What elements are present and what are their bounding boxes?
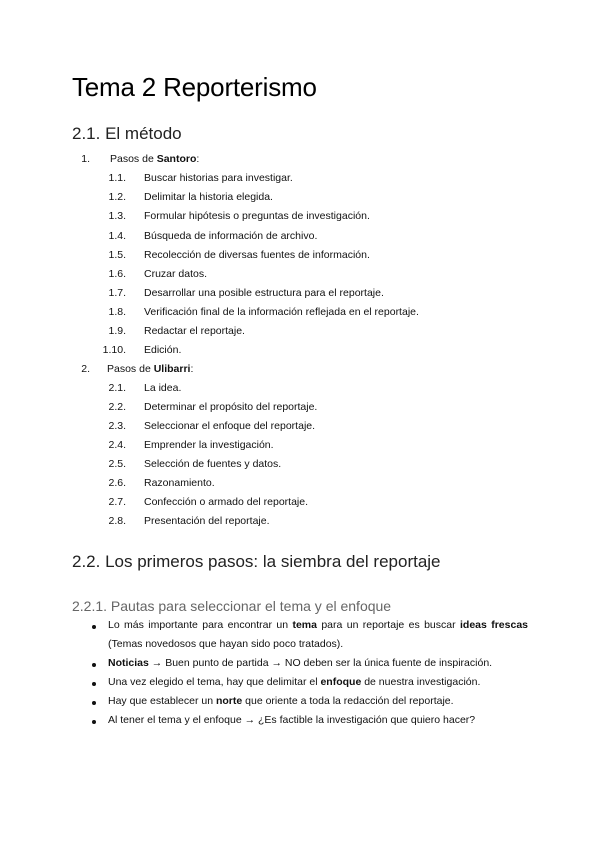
step-number: 2.2. xyxy=(108,401,126,413)
list-number: 2. xyxy=(81,363,90,375)
step-text: Verificación final de la información reflejada en el reportaje. xyxy=(144,306,419,318)
step-text: Presentación del reportaje. xyxy=(144,515,270,527)
bullet-icon xyxy=(92,663,96,667)
page-title: Tema 2 Reporterismo xyxy=(72,72,317,102)
list-heading-ulibarri: Pasos de Ulibarri: xyxy=(107,363,194,375)
step-number: 1.1. xyxy=(108,172,126,184)
section-heading-primeros-pasos: 2.2. Los primeros pasos: la siembra del reportaje xyxy=(72,552,441,571)
bullet-text: Al tener el tema y el enfoque → ¿Es factible la investigación que quiero hacer? xyxy=(108,714,476,726)
bullet-text: Hay que establecer un norte que oriente a toda la redacción del reportaje. xyxy=(108,695,454,707)
step-text: Redactar el reportaje. xyxy=(144,325,245,337)
section-heading-metodo: 2.1. El método xyxy=(72,124,182,143)
bullet-text: Noticias → Buen punto de partida → NO deben ser la única fuente de inspiración. xyxy=(108,657,493,669)
step-number: 1.9. xyxy=(108,325,126,337)
list-number: 1. xyxy=(81,153,90,165)
step-text: La idea. xyxy=(144,382,182,394)
step-text: Formular hipótesis o preguntas de investigación. xyxy=(144,210,370,222)
step-text: Confección o armado del reportaje. xyxy=(144,496,309,508)
step-text: Búsqueda de información de archivo. xyxy=(144,230,318,242)
step-text: Seleccionar el enfoque del reportaje. xyxy=(144,420,316,432)
step-text: Cruzar datos. xyxy=(144,268,208,280)
step-number: 1.6. xyxy=(108,268,126,280)
bullet-text: Una vez elegido el tema, hay que delimitar el enfoque de nuestra investigación. xyxy=(108,676,481,688)
step-text: Edición. xyxy=(144,344,182,356)
step-number: 2.5. xyxy=(108,458,126,470)
step-number: 2.7. xyxy=(108,496,126,508)
step-number: 2.8. xyxy=(108,515,126,527)
step-text: Desarrollar una posible estructura para el reportaje. xyxy=(144,287,384,299)
step-number: 1.10. xyxy=(102,344,126,356)
step-text: Delimitar la historia elegida. xyxy=(144,191,273,203)
bullet-icon xyxy=(92,625,96,629)
step-number: 1.3. xyxy=(108,210,126,222)
step-number: 2.6. xyxy=(108,477,126,489)
step-number: 1.8. xyxy=(108,306,126,318)
bullet-icon xyxy=(92,682,96,686)
step-text: Selección de fuentes y datos. xyxy=(144,458,282,470)
subsection-heading-pautas: 2.2.1. Pautas para seleccionar el tema y el enfoque xyxy=(72,598,392,614)
step-text: Razonamiento. xyxy=(144,477,215,489)
bullet-icon xyxy=(92,720,96,724)
step-text: Recolección de diversas fuentes de información. xyxy=(144,249,370,261)
step-number: 2.3. xyxy=(108,420,126,432)
step-text: Buscar historias para investigar. xyxy=(144,172,293,184)
step-number: 1.5. xyxy=(108,249,126,261)
step-number: 2.1. xyxy=(108,382,126,394)
step-number: 1.2. xyxy=(108,191,126,203)
list-heading-santoro: Pasos de Santoro: xyxy=(110,153,200,165)
step-number: 1.4. xyxy=(108,230,126,242)
bullet-text: Lo más importante para encontrar un tema para un reportaje es buscar ideas frescas (Temas novedosos que hayan sido poco tratados). xyxy=(108,619,528,650)
step-text: Determinar el propósito del reportaje. xyxy=(144,401,318,413)
bullet-icon xyxy=(92,701,96,705)
step-number: 2.4. xyxy=(108,439,126,451)
step-number: 1.7. xyxy=(108,287,126,299)
step-text: Emprender la investigación. xyxy=(144,439,274,451)
